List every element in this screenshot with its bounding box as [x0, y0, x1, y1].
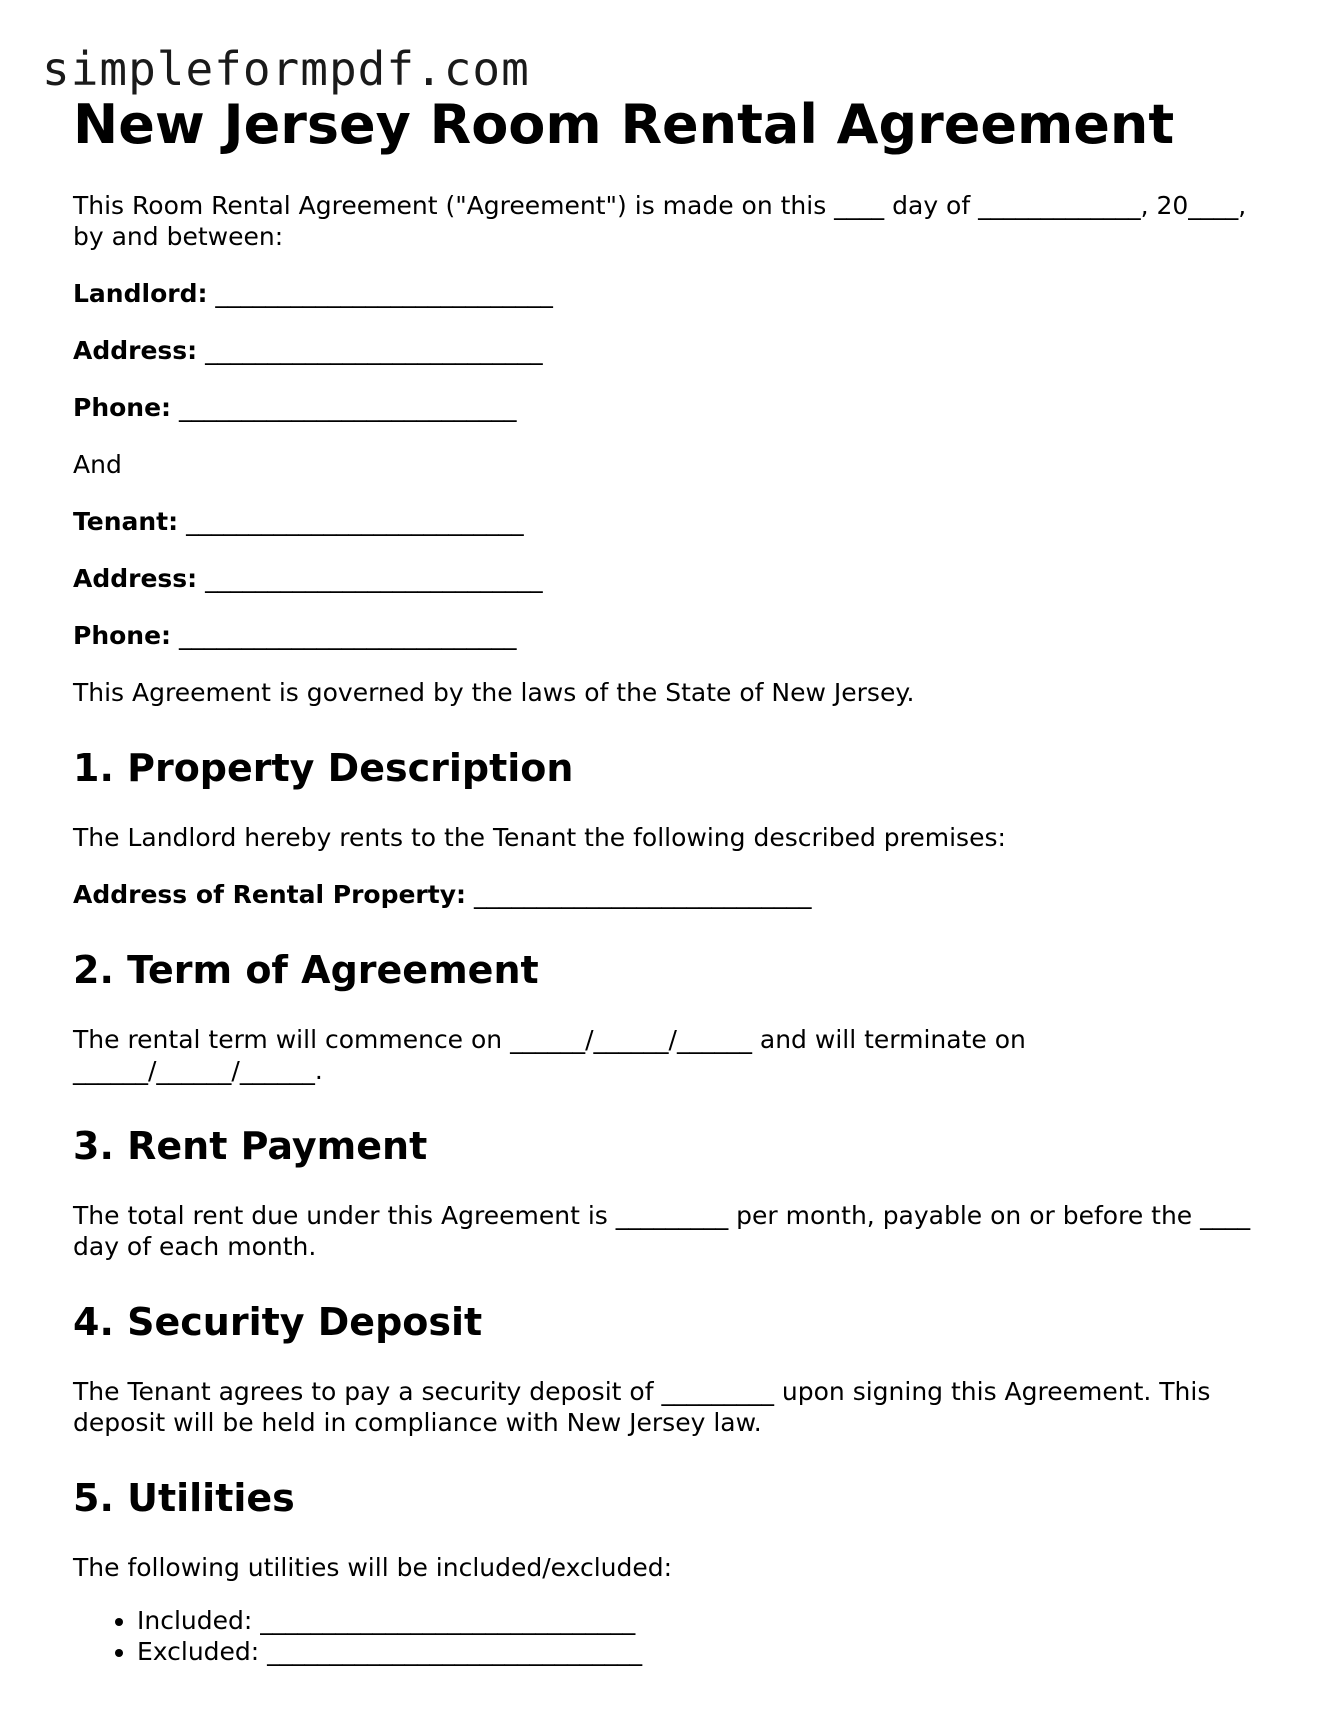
watermark: simpleformpdf.com	[42, 42, 530, 96]
section-heading-term: 2. Term of Agreement	[73, 948, 539, 992]
section-heading-property: 1. Property Description	[73, 746, 574, 790]
utilities-included-item[interactable]: • Included: ______________________________	[137, 1605, 1253, 1636]
deposit-text: The Tenant agrees to pay a security deposit of _________ upon signing this Agreement. This deposit will be held in compliance with New Jersey law.	[73, 1377, 1211, 1437]
tenant-address-label: Address:	[73, 564, 198, 593]
rental-address-blank[interactable]: ___________________________	[473, 880, 812, 909]
tenant-name-blank[interactable]: ___________________________	[186, 507, 524, 536]
utilities-excluded-item[interactable]: • Excluded: ______________________________	[137, 1636, 1253, 1667]
section-heading-utilities: 5. Utilities	[73, 1476, 295, 1520]
rent-text: The total rent due under this Agreement is _________ per month, payable on or before the ____ day of each month.	[73, 1201, 1251, 1261]
rental-address-label: Address of Rental Property:	[73, 880, 466, 909]
landlord-name-field	[73, 278, 1253, 309]
tenant-name-label: Tenant:	[73, 507, 179, 536]
landlord-address-field	[73, 335, 1253, 366]
utilities-list	[73, 1605, 1253, 1667]
section-heading-rent: 3. Rent Payment	[73, 1124, 428, 1168]
tenant-phone-label: Phone:	[73, 621, 172, 650]
governing-law-text: This Agreement is governed by the laws of the State of New Jersey.	[73, 678, 915, 707]
landlord-address-label: Address:	[73, 336, 198, 365]
tenant-address-field	[73, 563, 1253, 594]
landlord-name-blank[interactable]: ___________________________	[215, 279, 553, 308]
landlord-phone-blank[interactable]: ___________________________	[179, 393, 517, 422]
and-text: And	[73, 450, 122, 479]
page-title: New Jersey Room Rental Agreement	[73, 93, 1175, 156]
document-body	[73, 90, 1253, 1667]
landlord-phone-field	[73, 392, 1253, 423]
property-text: The Landlord hereby rents to the Tenant the following described premises:	[73, 823, 1006, 852]
section-heading-deposit: 4. Security Deposit	[73, 1300, 483, 1344]
landlord-name-label: Landlord:	[73, 279, 208, 308]
landlord-address-blank[interactable]: ___________________________	[205, 336, 543, 365]
tenant-name-field	[73, 506, 1253, 537]
utilities-text: The following utilities will be included/excluded:	[73, 1553, 673, 1582]
rental-address-field	[73, 879, 1253, 910]
tenant-address-blank[interactable]: ___________________________	[205, 564, 543, 593]
term-text: The rental term will commence on ______/______/______ and will terminate on ______/______/______.	[73, 1025, 1026, 1085]
tenant-phone-blank[interactable]: ___________________________	[179, 621, 517, 650]
tenant-phone-field	[73, 620, 1253, 651]
landlord-phone-label: Phone:	[73, 393, 172, 422]
intro-paragraph: This Room Rental Agreement ("Agreement") is made on this ____ day of _____________, 20____, by and between:	[73, 191, 1247, 251]
